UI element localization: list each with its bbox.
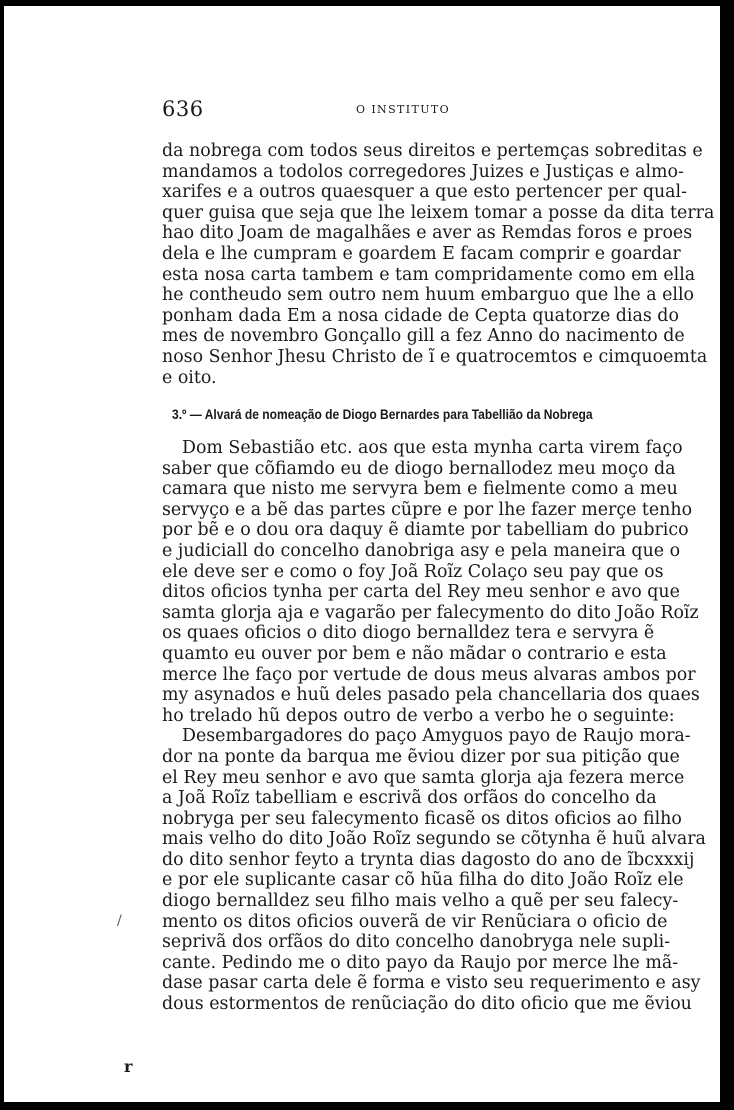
text-line: dous estormentos de renũciação do dito oficio que me ẽviou	[162, 994, 692, 1015]
text-line: mes de novembro Gonçallo gill a fez Anno do nacimento de	[162, 326, 685, 347]
text-line: dor na ponte da barqua me ẽviou dizer por sua pitição que	[162, 746, 680, 767]
text-line: os quaes oficios o dito diogo bernalldez tera e servyra ẽ	[162, 623, 655, 644]
text-line: hao dito Joam de magalhães e aver as Remdas foros e proes	[162, 223, 693, 244]
text-line: xarifes e a outros quaesquer a que esto pertencer per qual-	[162, 182, 687, 203]
text-line: el Rey meu senhor e avo que samta glorja aja fezera merce	[162, 767, 685, 788]
text-line: Desembargadores do paço Amyguos payo de Raujo mora-	[182, 726, 691, 747]
text-line: dase pasar carta dele ẽ forma e visto seu requerimento e asy	[162, 973, 701, 994]
margin-mark: /	[117, 913, 122, 929]
text-line: servyço e a bẽ das partes cũpre e por lhe fazer merçe tenho	[162, 499, 693, 520]
page-number: 636	[162, 97, 204, 121]
margin-mark: r	[124, 1057, 133, 1076]
paragraph-alvara	[162, 438, 700, 726]
text-line: cante. Pedindo me o dito payo da Raujo por merce lhe mã-	[162, 952, 679, 973]
paragraph-continuation	[162, 141, 715, 388]
text-line: ele deve ser e como o foy Joã Roĩz Colaço seu pay que os	[162, 561, 664, 582]
text-line: saber que cõfiamdo eu de diogo bernallodez meu moço da	[162, 458, 676, 479]
text-line: mais velho do dito João Roĩz segundo se cõtynha ẽ huũ alvara	[162, 829, 706, 850]
text-line: camara que nisto me servyra bem e fielmente como a meu	[162, 479, 678, 500]
paragraph-petition	[162, 726, 706, 1015]
text-line: mento os ditos oficios ouverã de vir Renũciara o oficio de	[162, 911, 668, 932]
text-line: ho trelado hũ depos outro de verbo a verbo he o seguinte:	[162, 705, 675, 726]
document-body	[162, 438, 706, 1015]
text-line: da nobrega com todos seus direitos e pertemças sobreditas e	[162, 141, 703, 161]
text-line: merce lhe faço por vertude de dous meus alvaras ambos por	[162, 664, 696, 685]
text-line: he contheudo sem outro nem huum embarguo que lhe a ello	[162, 285, 695, 306]
text-line: nobryga per seu falecymento ficasẽ os ditos oficios ao filho	[162, 808, 682, 829]
scan-border-top	[0, 0, 734, 6]
text-line: e judiciall do concelho danobriga asy e pela maneira que o	[162, 540, 681, 561]
text-line: my asynados e huũ deles pasado pela chancellaria dos quaes	[162, 685, 700, 706]
text-line: samta glorja aja e vagarão per falecymento do dito João Roĩz	[162, 602, 699, 623]
text-line: dela e lhe cumpram e goardem E facam comprir e goardar	[162, 243, 681, 264]
text-line: ponham dada Em a nosa cidade de Cepta quatorze dias do	[162, 305, 679, 326]
scan-border-right	[720, 0, 734, 1110]
text-line: e por ele suplicante casar cõ hũa filha do dito João Roĩz ele	[162, 870, 684, 891]
text-line: esta nosa carta tambem e tam compridamente como em ella	[162, 264, 696, 285]
text-line: ditos oficios tynha per carta del Rey meu senhor e avo que	[162, 582, 680, 603]
text-line: quamto eu ouver por bem e não mãdar o contrario e esta	[162, 643, 667, 664]
text-line: Dom Sebastião etc. aos que esta mynha carta virem faço	[182, 438, 683, 458]
scan-border-left	[0, 0, 4, 1110]
section-heading: 3.º — Alvará de nomeação de Diogo Bernardes para Tabellião da Nobrega	[172, 406, 593, 422]
text-line: noso Senhor Jhesu Christo de ĩ e quatrocemtos e cimquoemta	[162, 346, 708, 367]
text-line: mandamos a todolos corregedores Juizes e Justiças e almo-	[162, 161, 684, 182]
text-line: do dito senhor feyto a trynta dias dagosto do ano de ĩbcxxxij	[162, 849, 695, 870]
text-line: a Joã Roĩz tabelliam e escrivã dos orfãos do concelho da	[162, 788, 657, 809]
scan-border-bottom	[0, 1102, 734, 1110]
text-line: seprivã dos orfãos do dito concelho danobryga nele supli-	[162, 932, 671, 953]
text-line: por bẽ e o dou ora daquy ẽ diamte por tabelliam do pubrico	[162, 520, 689, 541]
text-line: e oito.	[162, 367, 217, 388]
text-line: quer guisa que seja que lhe leixem tomar a posse da dita terra	[162, 202, 715, 223]
running-title: O INSTITUTO	[356, 103, 451, 116]
text-line: diogo bernalldez seu filho mais velho a quẽ per seu falecy-	[162, 891, 679, 912]
